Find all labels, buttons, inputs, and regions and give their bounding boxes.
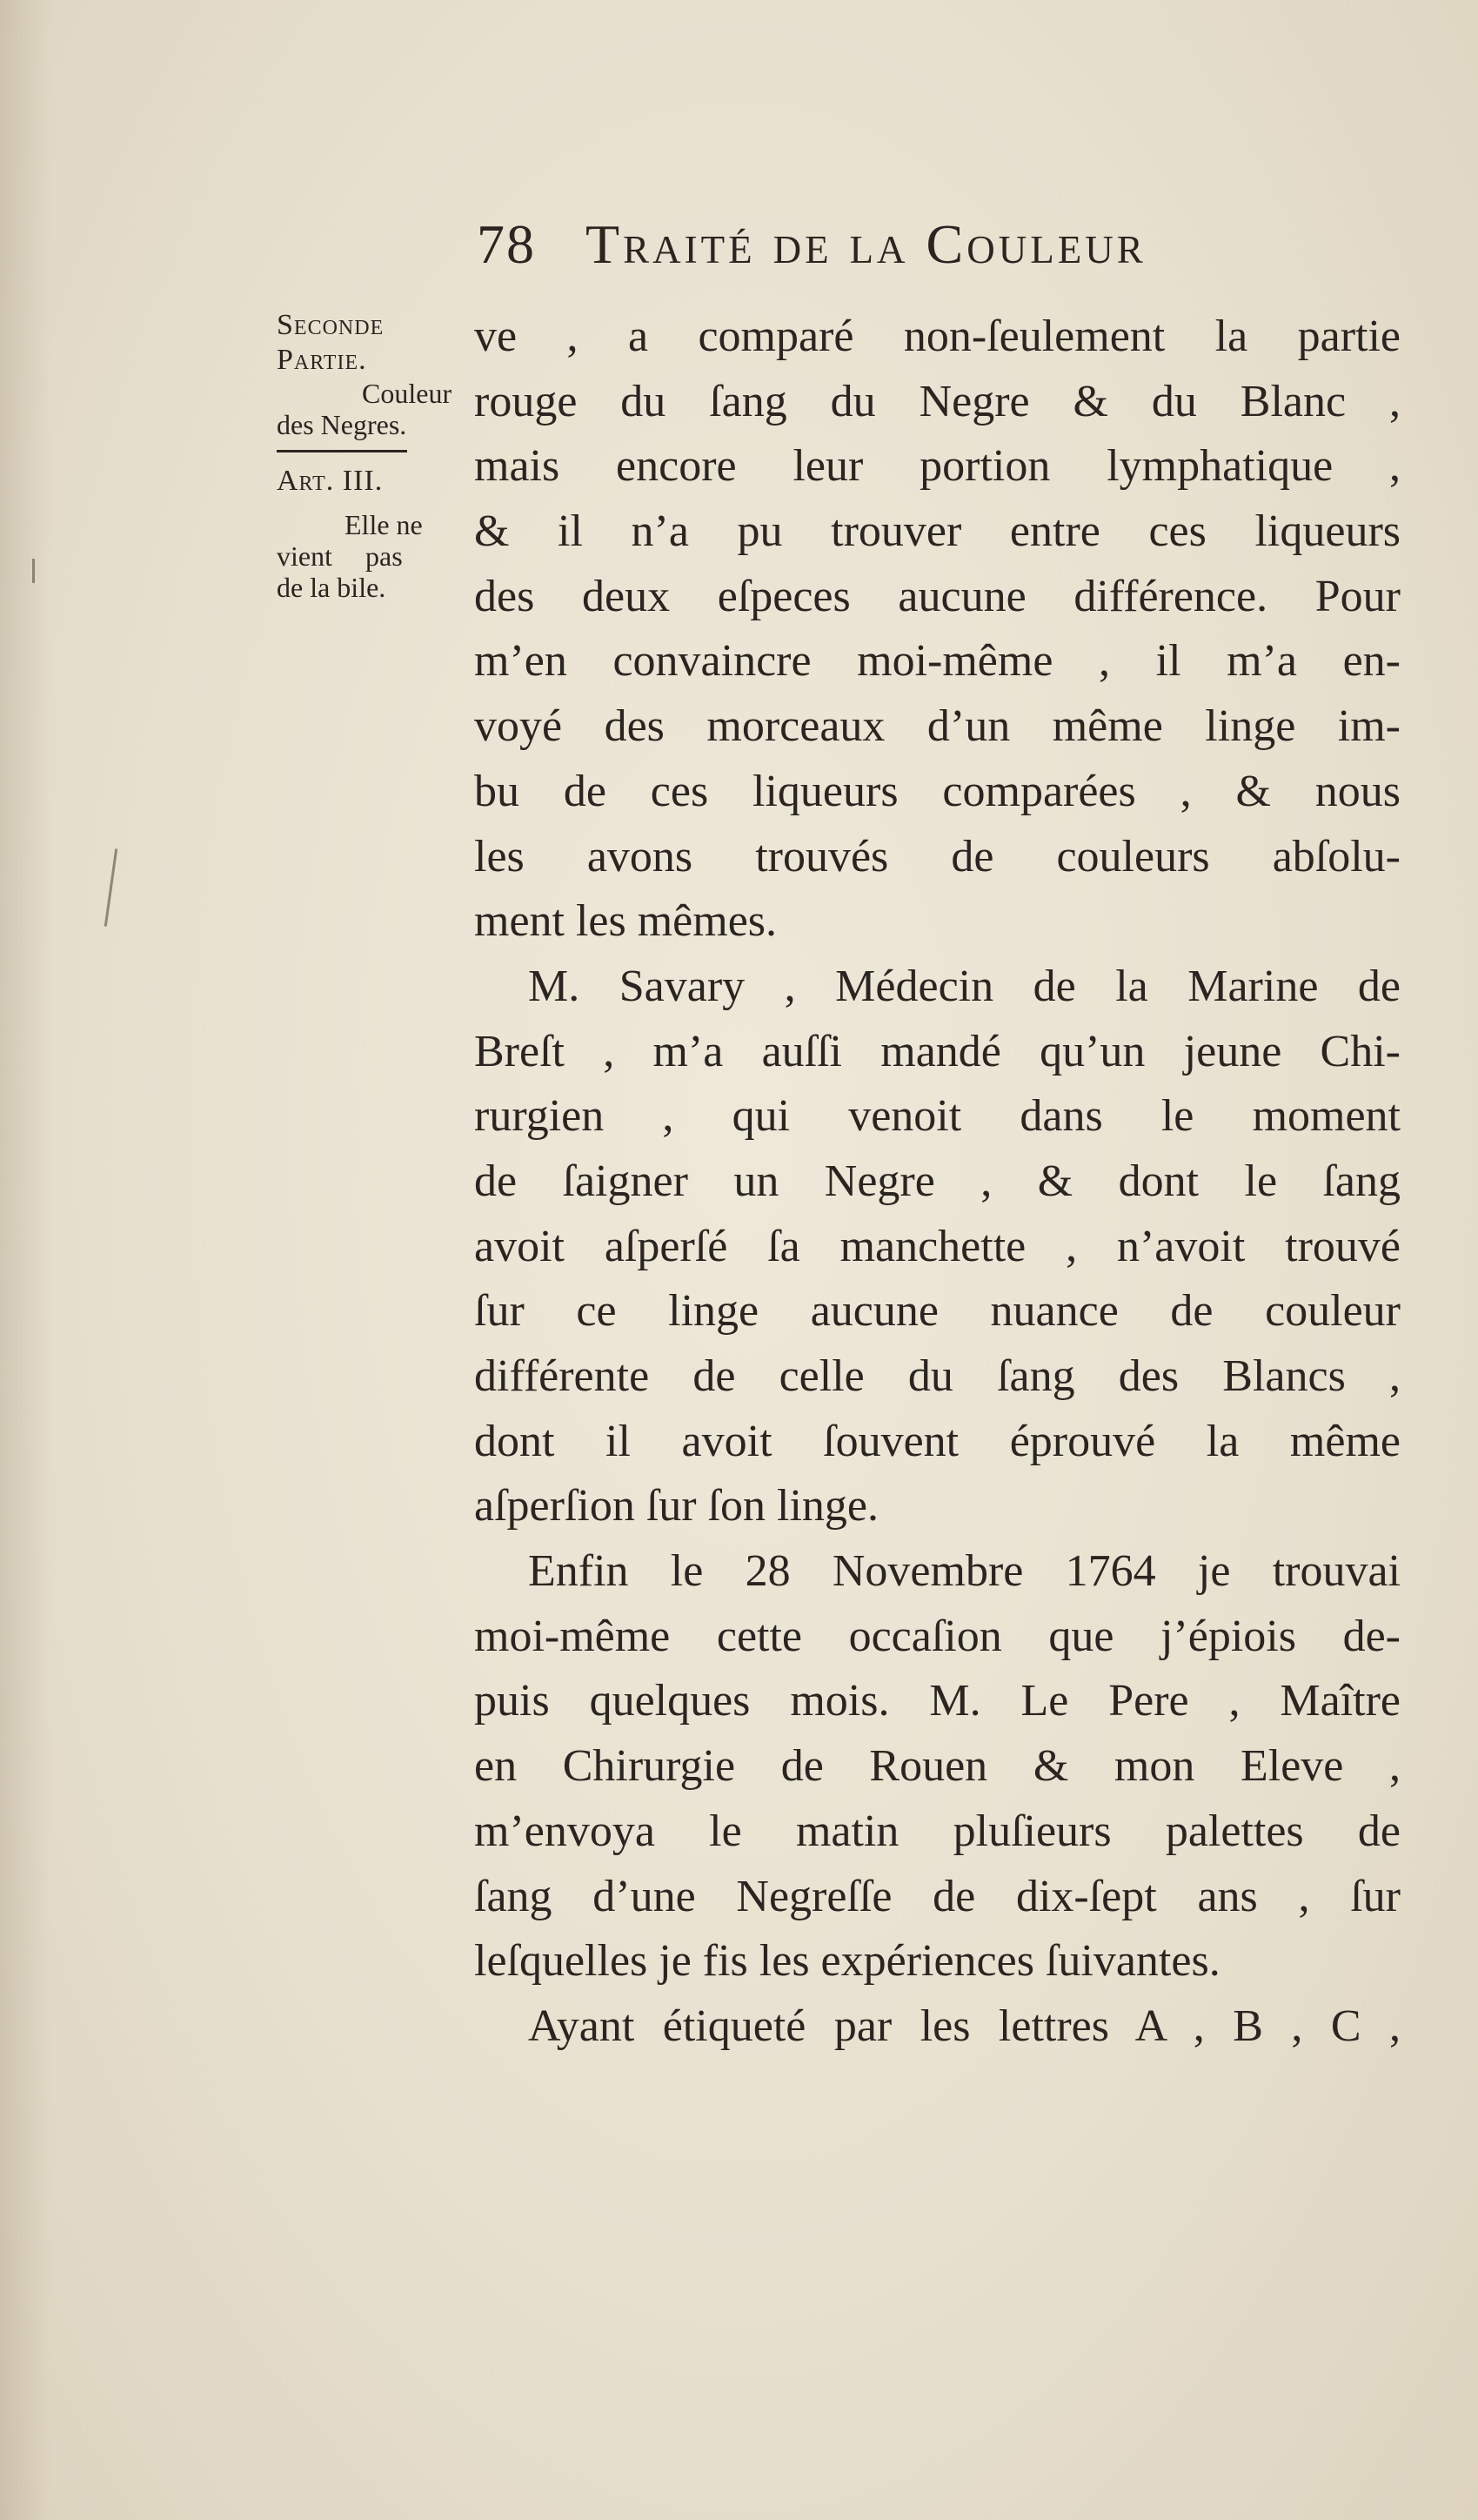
sidenote-part: Seconde (277, 309, 385, 341)
text-line: rouge du ſang du Negre & du Blanc , (474, 376, 1401, 426)
gutter-shadow (0, 0, 52, 2520)
running-title: Traité de la Couleur (585, 213, 1147, 275)
sidenote-note: de la bile. (277, 572, 386, 603)
body-text (474, 305, 1401, 2060)
sidenote-section: Couleur (362, 378, 452, 409)
text-line: bu de ces liqueurs comparées , & nous (474, 766, 1401, 816)
text-line: ment les mêmes. (474, 896, 778, 947)
text-line: ve , a comparé non-ſeulement la partie (474, 312, 1401, 361)
text-line: m’envoya le matin pluſieurs palettes de (474, 1806, 1401, 1856)
text-line: dont il avoit ſouvent éprouvé la même (474, 1416, 1401, 1466)
text-line: & il n’a pu trouver entre ces liqueurs (474, 506, 1401, 557)
paragraph-start-line: Enfin le 28 Novembre 1764 je trouvai (528, 1546, 1401, 1597)
sidenote-article: Art. III. (277, 465, 384, 497)
text-line: mais encore leur portion lymphatique , (474, 441, 1401, 492)
text-line: avoit aſperſé ſa manchette , n’avoit trouvé (474, 1221, 1401, 1271)
page-number: 78 (477, 213, 536, 275)
text-line: des deux eſpeces aucune différence. Pour (474, 571, 1401, 621)
paragraph-start-line: Ayant étiqueté par les lettres A , B , C , (528, 2001, 1401, 2051)
text-line: différente de celle du ſang des Blancs , (474, 1351, 1401, 1401)
margin-pencil-mark (104, 848, 117, 927)
text-line: ſang d’une Negreſſe de dix-ſept ans , ſur (474, 1871, 1401, 1921)
text-line: rurgien , qui venoit dans le moment (474, 1091, 1401, 1142)
text-line: leſquelles je fis les expériences ſuivantes. (474, 1936, 1221, 1987)
text-line: de ſaigner un Negre , & dont le ſang (474, 1156, 1401, 1206)
text-line: en Chirurgie de Rouen & mon Eleve , (474, 1741, 1401, 1792)
text-line: voyé des morceaux d’un même linge im- (474, 701, 1401, 752)
margin-pencil-mark (32, 559, 35, 583)
text-line: les avons trouvés de couleurs abſolu- (474, 831, 1401, 881)
marginal-notes (277, 309, 477, 602)
sidenote-note: Elle ne (344, 509, 423, 540)
text-line: ſur ce linge aucune nuance de couleur (474, 1286, 1401, 1337)
running-head (477, 205, 1277, 284)
sidenote-section-label: des Negres. (277, 409, 407, 440)
sidenote-divider (277, 450, 407, 452)
text-line: Breſt , m’a auſſi mandé qu’un jeune Chi- (474, 1026, 1401, 1076)
text-line: m’en convaincre moi-même , il m’a en- (474, 636, 1401, 687)
sidenote-note: vient pas (277, 540, 403, 572)
text-line: moi-même cette occaſion que j’épiois de- (474, 1611, 1401, 1661)
sidenote-part-label: Partie. (277, 344, 367, 376)
text-line: aſperſion ſur ſon linge. (474, 1481, 879, 1531)
text-line: puis quelques mois. M. Le Pere , Maître (474, 1676, 1401, 1726)
paragraph-start-line: M. Savary , Médecin de la Marine de (528, 961, 1401, 1011)
